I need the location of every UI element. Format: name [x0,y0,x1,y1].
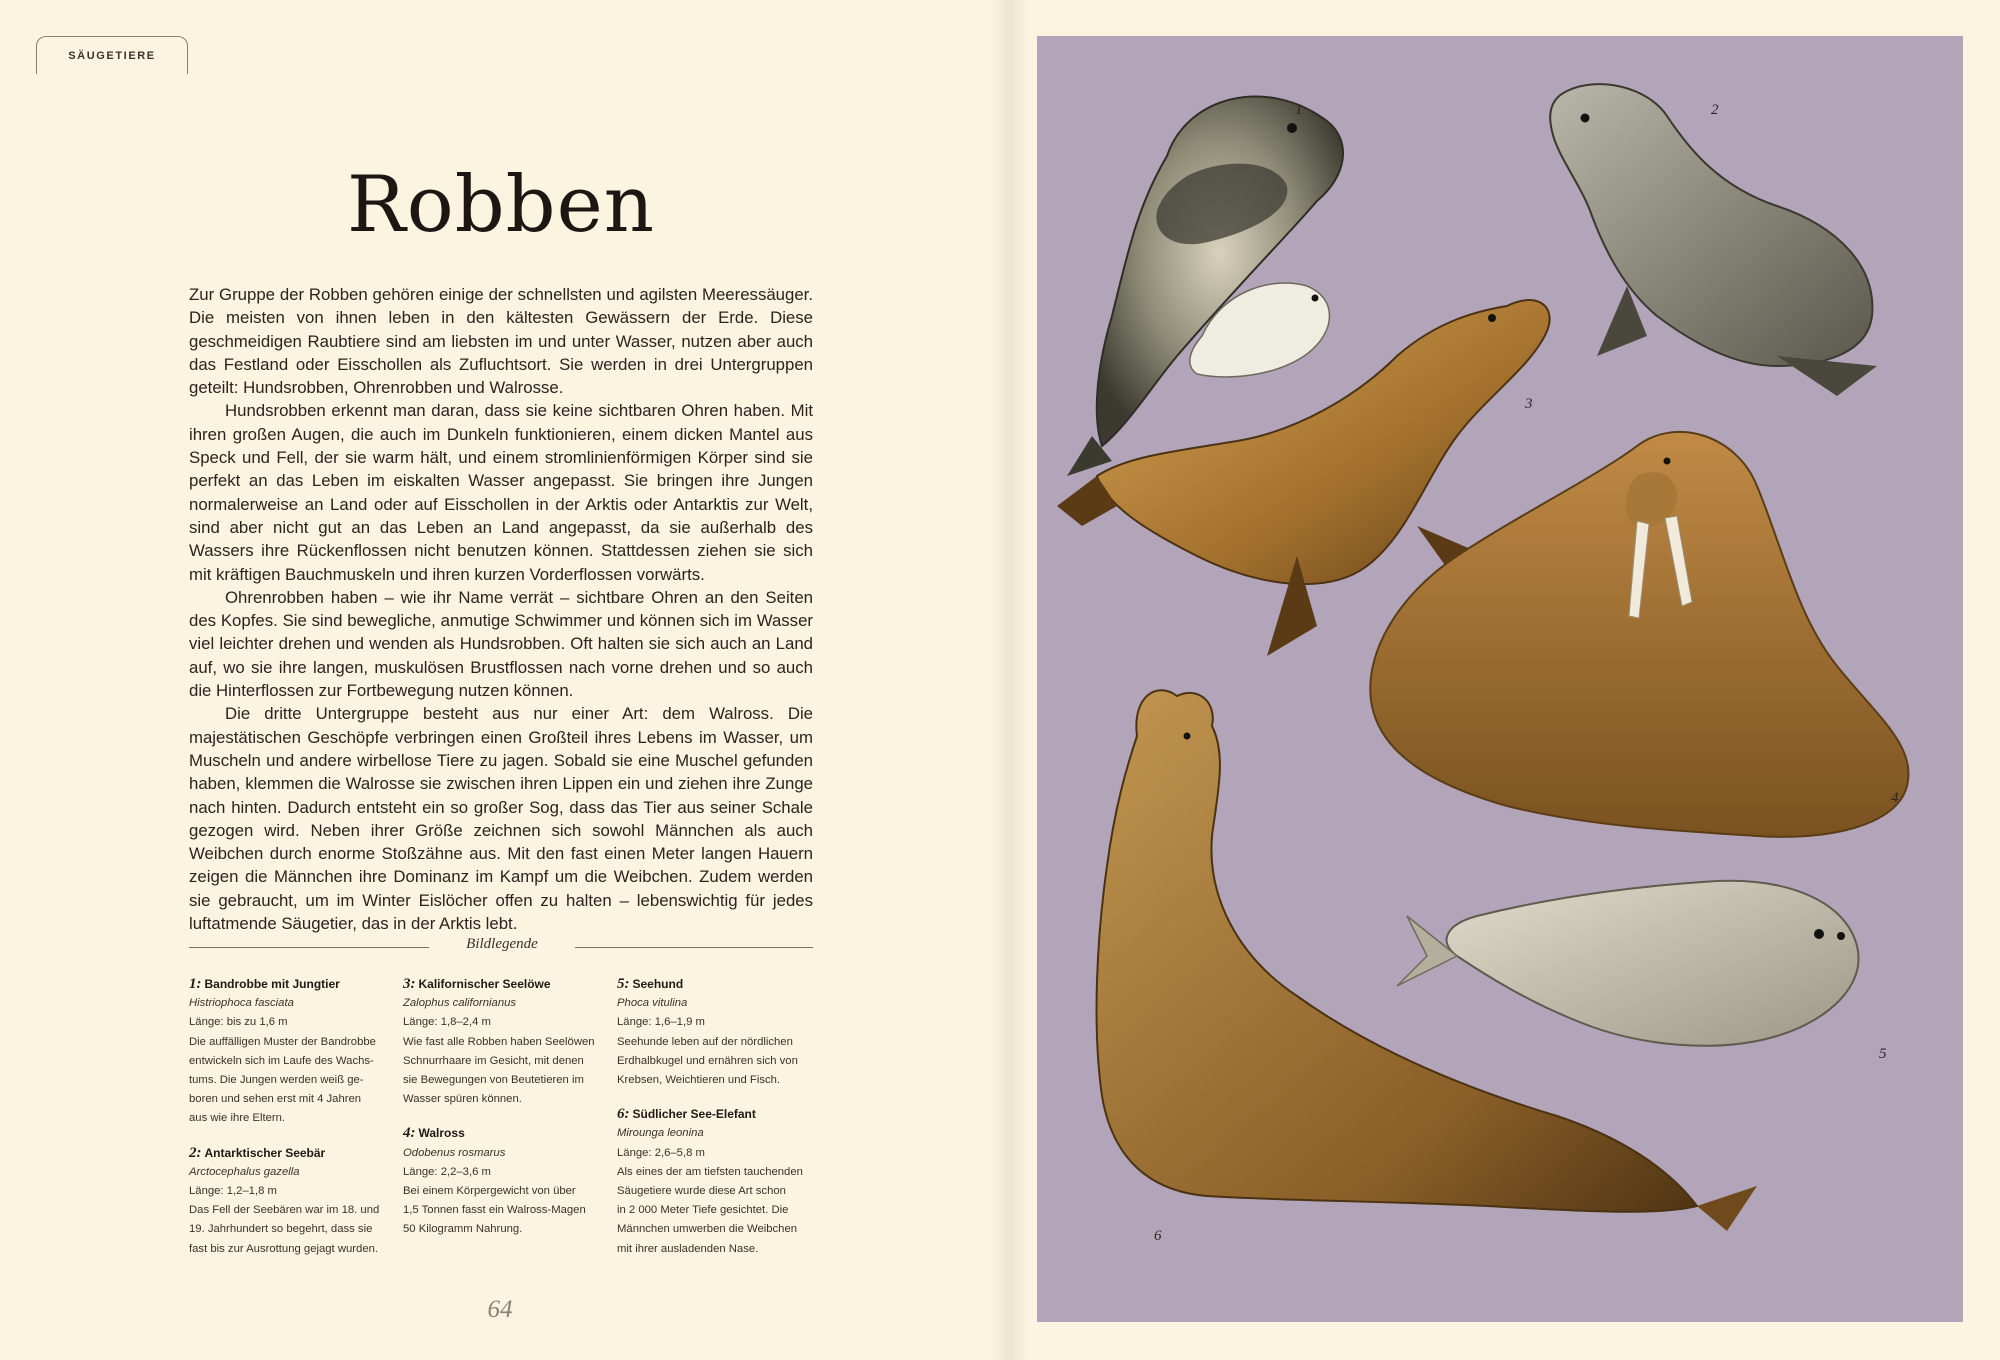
page-title: Robben [347,160,655,250]
legend-number: 4: [403,1125,416,1142]
description-line: Wie fast alle Robben haben Seelöwen [403,1035,595,1048]
description-line: fast bis zur Ausrottung gejagt wurden. [189,1242,379,1255]
plate-label: 1 [1295,102,1303,118]
species-name: Südlicher See-Elefant [632,1107,756,1122]
species-length: Länge: 1,6–1,9 m [617,1016,705,1029]
species-length: Länge: 1,8–2,4 m [403,1016,491,1029]
description-line: 50 Kilogramm Nahrung. [403,1223,523,1236]
section-tab [36,36,188,74]
species-length: Länge: 1,2–1,8 m [189,1185,277,1198]
scientific-name: Phoca vitulina [617,997,688,1010]
species-name: Walross [418,1126,465,1141]
page-number: 64 [487,1296,513,1323]
species-name: Antarktischer Seebär [204,1145,326,1160]
legend-rule-left [189,947,429,948]
description-line: mit ihrer ausladenden Nase. [617,1242,759,1255]
legend-column [617,975,817,1274]
description-line: in 2 000 Meter Tiefe gesichtet. Die [617,1204,789,1217]
description-line: Schnurrhaare im Gesicht, mit denen [403,1054,584,1067]
illustration-plate [1037,36,1963,1322]
paragraph: Zur Gruppe der Robben gehören einige der schnellsten und agilsten Meeressäuger. Die meisten von ihnen leben in den kältesten Gewässern der Erde. Diese geschmeidigen Raubtiere sind am liebsten im und unter Wasser, nutzen aber auch das Festland oder Eisschollen als Zufluchtsort. Sie werden in drei Untergruppen geteilt: Hundsrobben, Ohrenrobben und Walrosse. [189,285,813,398]
description-line: Bei einem Körpergewicht von über [403,1185,576,1198]
paragraph: Ohrenrobben haben – wie ihr Name verrät – sichtbare Ohren an den Seiten des Kopfes. Sie sind bewegliche, anmutige Schwimmer und können sich im Wasser viel leichter drehen und wenden als Hundsrobben. Oft halten sie sich auch an Land auf, wo sie ihre langen, muskulösen Brustflossen nach vorne drehen und so auch die Hinterflossen zur Fortbewegung nutzen können. [189,587,813,701]
legend-number: 3: [403,976,416,992]
harbor-seal-illustration [1397,881,1859,1046]
description-line: Erdhalbkugel und ernähren sich von [617,1054,798,1067]
book-gutter [990,0,1030,1360]
description-line: entwickeln sich im Laufe des Wachs- [189,1054,374,1067]
description-line: Seehunde leben auf der nördlichen [617,1035,793,1048]
legend-rule-right [575,947,813,948]
legend-entry [403,975,603,1109]
description-line: aus wie ihre Eltern. [189,1112,286,1125]
walrus-illustration [1370,432,1908,837]
description-line: Die auffälligen Muster der Bandrobbe [189,1035,376,1048]
species-length: Länge: 2,2–3,6 m [403,1165,491,1178]
description-line: Das Fell der Seebären war im 18. und [189,1204,380,1217]
description-line: Als eines der am tiefsten tauchenden [617,1165,803,1178]
legend-entry [189,1144,389,1259]
description-line: Säugetiere wurde diese Art schon [617,1185,786,1198]
scientific-name: Arctocephalus gazella [189,1165,300,1178]
section-tab-label: SÄUGETIERE [68,49,156,62]
description-line: Krebsen, Weichtieren und Fisch. [617,1074,781,1087]
legend-number: 2: [189,1144,202,1161]
species-name: Kalifornischer Seelöwe [418,977,551,991]
description-line: Männchen umwerben die Weibchen [617,1223,798,1236]
paragraph: Die dritte Untergruppe besteht aus nur einer Art: dem Walross. Die majestätischen Geschöpfe verbringen einen Großteil ihres Lebens im Wasser, um Muscheln und andere wirbellose Tiere zu jagen. Sobald sie eine Muschel gefunden haben, klemmen die Walrosse sie zwischen ihren Lippen ein und ziehen ihre Zunge nach hinten. Dadurch entsteht ein so großer Sog, dass das Tier aus seiner Schale gezogen wird. Neben ihrer Größe zeichnen sich sowohl Männchen als auch Weibchen durch enorme Stoßzähne aus. Mit den fast einen Meter langen Hauern zeigen die Männchen ihre Dominanz im Kampf um die Weibchen. Zudem werden sie gebraucht, um im Winter Eislöcher offen zu halten – lebenswichtig für jedes luftatmende Säugetier, das in der Arktis lebt. [189,704,813,934]
species-length: Länge: bis zu 1,6 m [189,1016,288,1029]
description-line: Wasser spüren können. [403,1093,522,1106]
species-length: Länge: 2,6–5,8 m [617,1146,705,1159]
plate-label: 4 [1891,790,1899,806]
legend-entry [189,975,389,1129]
description-line: tums. Die Jungen werden weiß ge- [189,1074,364,1087]
plate-label: 5 [1879,1046,1887,1062]
legend-title: Bildlegende [466,936,538,952]
legend-number: 1: [189,976,202,992]
seal-illustrations [1037,36,1963,1322]
plate-label: 2 [1711,102,1719,118]
legend-column [403,975,603,1255]
legend-entry [617,975,817,1090]
legend-number: 5: [617,976,630,992]
legend-entry [403,1124,603,1239]
description-line: boren und sehen erst mit 4 Jahren [189,1093,362,1106]
scientific-name: Odobenus rosmarus [403,1146,506,1159]
description-line: sie Bewegungen von Beutetieren im [403,1074,584,1087]
scientific-name: Mirounga leonina [617,1127,704,1140]
scientific-name: Histriophoca fasciata [189,997,294,1010]
description-line: 19. Jahrhundert so begehrt, dass sie [189,1223,373,1236]
plate-label: 3 [1525,396,1533,412]
ribbon-seal-illustration [1067,96,1343,476]
scientific-name: Zalophus californianus [403,997,517,1010]
plate-label: 6 [1154,1228,1162,1244]
legend-number: 6: [617,1106,630,1123]
body-text [189,283,813,935]
paragraph: Hundsrobben erkennt man daran, dass sie keine sichtbaren Ohren haben. Mit ihren großen Augen, die auch im Dunkeln funktionieren, einem dicken Mantel aus Speck und Fell, der sie warm hält, und einem stromlinienförmigen Körper sind sie perfekt an das Leben im eiskalten Wasser angepasst. Sie bringen ihre Jungen normalerweise an Land oder auf Eisschollen in der Arktis oder Antarktis zur Welt, sind aber nicht gut an das Leben an Land angepasst, da sie außerhalb des Wassers ihre Rückenflossen nicht benutzen können. Stattdessen ziehen sie sich mit kräftigen Bauchmuskeln und ihren kurzen Vorderflossen vorwärts. [189,401,813,584]
legend-column [189,975,389,1274]
fur-seal-illustration [1550,84,1877,396]
species-name: Bandrobbe mit Jungtier [204,977,340,991]
species-name: Seehund [632,977,684,991]
legend-entry [617,1105,817,1259]
description-line: 1,5 Tonnen fasst ein Walross-Magen [403,1204,586,1217]
